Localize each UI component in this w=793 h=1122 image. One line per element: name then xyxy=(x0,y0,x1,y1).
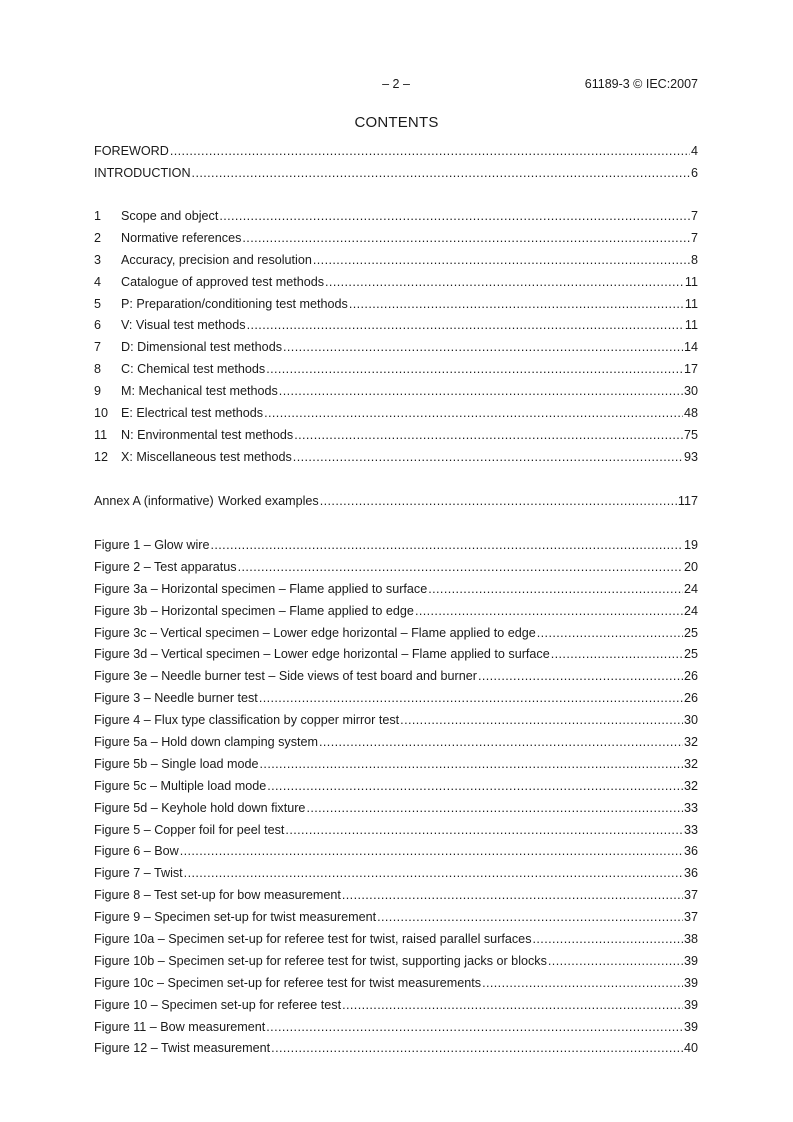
toc-entry-label: V: Visual test methods xyxy=(121,318,246,333)
leader-dots xyxy=(192,166,690,180)
toc-entry-page: 37 xyxy=(683,888,698,903)
leader-dots xyxy=(170,144,690,158)
toc-entry-page: 11 xyxy=(684,318,698,333)
leader-dots xyxy=(219,209,690,223)
toc-entry-label: N: Environmental test methods xyxy=(121,427,294,442)
toc-entry-page: 25 xyxy=(683,647,698,662)
toc-entry-label: Figure 5a – Hold down clamping system xyxy=(94,735,318,750)
clause-number: 2 xyxy=(94,230,102,245)
clause-number: 5 xyxy=(94,296,102,311)
toc-entry-figure[interactable] xyxy=(94,735,698,757)
clause-number: 4 xyxy=(94,274,102,289)
leader-dots xyxy=(342,888,683,902)
clause-number: 10 xyxy=(94,406,109,421)
toc-entry-page: 6 xyxy=(690,165,698,180)
toc-entry-page: 20 xyxy=(683,559,698,574)
leader-dots xyxy=(266,1020,683,1034)
toc-entry-page: 117 xyxy=(677,494,698,508)
toc-entry-label: Figure 4 – Flux type classification by copper mirror test xyxy=(94,713,400,728)
toc-entry-figure[interactable] xyxy=(94,604,698,626)
toc-entry-label: X: Miscellaneous test methods xyxy=(121,449,292,464)
toc-entry-label: Catalogue of approved test methods xyxy=(121,274,325,289)
toc-entry-label: Figure 3a – Horizontal specimen – Flame applied to surface xyxy=(94,581,428,596)
leader-dots xyxy=(260,757,683,771)
leader-dots xyxy=(259,691,683,705)
leader-dots xyxy=(349,297,684,311)
toc-entry-page: 38 xyxy=(683,932,698,947)
leader-dots xyxy=(400,713,683,727)
toc-entry-clause[interactable] xyxy=(94,231,698,253)
leader-dots xyxy=(294,428,683,442)
toc-entry-figure[interactable] xyxy=(94,691,698,713)
toc-entry-clause[interactable] xyxy=(94,406,698,428)
toc-entry-label: Figure 3c – Vertical specimen – Lower edge horizontal – Flame applied to edge xyxy=(94,625,536,640)
toc-entry-label: C: Chemical test methods xyxy=(121,362,266,377)
toc-entry-label: Figure 2 – Test apparatus xyxy=(94,559,237,574)
toc-entry-page: 39 xyxy=(683,1019,698,1034)
leader-dots xyxy=(478,669,683,683)
toc-entry-figure[interactable] xyxy=(94,779,698,801)
toc-entry-page: 32 xyxy=(683,778,698,793)
toc-entry-label: Figure 10a – Specimen set-up for referee test for twist, raised parallel surfaces xyxy=(94,932,532,947)
toc-entry-label: Figure 3e – Needle burner test – Side views of test board and burner xyxy=(94,669,477,684)
toc-entry-page: 30 xyxy=(683,713,698,728)
toc-entry-label: Figure 10 – Specimen set-up for referee test xyxy=(94,997,342,1012)
toc-entry-label: Figure 3b – Horizontal specimen – Flame applied to edge xyxy=(94,603,414,618)
leader-dots xyxy=(264,406,683,420)
toc-entry-figure[interactable] xyxy=(94,801,698,823)
toc-entry-label: Figure 1 – Glow wire xyxy=(94,538,210,552)
leader-dots xyxy=(537,626,683,640)
toc-entry-page: 14 xyxy=(683,340,698,355)
toc-entry-clause[interactable] xyxy=(94,275,698,297)
toc-annexes xyxy=(94,494,698,516)
toc-entry-figure[interactable] xyxy=(94,888,698,910)
clause-number: 7 xyxy=(94,340,102,355)
leader-dots xyxy=(548,954,683,968)
toc-entry-page: 4 xyxy=(690,144,698,158)
toc-entry-figure[interactable] xyxy=(94,713,698,735)
toc-entry-page: 7 xyxy=(690,230,698,245)
toc-entry-label: D: Dimensional test methods xyxy=(121,340,282,355)
toc-entry-clause[interactable] xyxy=(94,340,698,362)
toc-front-matter xyxy=(94,144,698,188)
toc-entry-label: INTRODUCTION xyxy=(94,165,191,180)
toc-entry-page: 24 xyxy=(683,581,698,596)
toc-entry-page: 7 xyxy=(690,209,698,223)
leader-dots xyxy=(428,582,683,596)
page-number: – 2 – xyxy=(382,77,410,91)
clause-number: 1 xyxy=(94,209,102,223)
leader-dots xyxy=(415,604,683,618)
toc-entry-label: Figure 10c – Specimen set-up for referee test for twist measurements xyxy=(94,975,482,990)
toc-entry-clause[interactable] xyxy=(94,384,698,406)
leader-dots xyxy=(293,450,683,464)
toc-entry-page: 26 xyxy=(683,691,698,706)
toc-entry-label: Figure 3d – Vertical specimen – Lower edge horizontal – Flame applied to surface xyxy=(94,647,550,662)
toc-figures xyxy=(94,538,698,1063)
toc-entry-figure[interactable] xyxy=(94,976,698,998)
toc-entry-page: 25 xyxy=(683,625,698,640)
toc-entry-annex-a[interactable] xyxy=(94,494,698,516)
leader-dots xyxy=(551,647,683,661)
page-header xyxy=(94,77,698,93)
toc-entry-page: 36 xyxy=(683,844,698,859)
toc-entry-label: Figure 5c – Multiple load mode xyxy=(94,778,267,793)
toc-entry-page: 39 xyxy=(683,953,698,968)
toc-entry-label: P: Preparation/conditioning test methods xyxy=(121,296,348,311)
toc-entry-page: 17 xyxy=(683,362,698,377)
toc-entry-page: 11 xyxy=(684,274,698,289)
toc-entry-clause[interactable] xyxy=(94,362,698,384)
document-reference: 61189-3 © IEC:2007 xyxy=(584,77,698,91)
toc-entry-page: 48 xyxy=(683,406,698,421)
toc-entry-figure[interactable] xyxy=(94,1041,698,1063)
leader-dots xyxy=(285,823,683,837)
toc-entry-label: Scope and object xyxy=(121,209,219,223)
toc-entry-label: Figure 3 – Needle burner test xyxy=(94,691,258,706)
toc-entry-clause[interactable] xyxy=(94,253,698,275)
toc-entry-label: Figure 9 – Specimen set-up for twist measurement xyxy=(94,910,377,925)
toc-entry-clause[interactable] xyxy=(94,297,698,319)
leader-dots xyxy=(210,538,683,552)
leader-dots xyxy=(247,318,684,332)
toc-entry-figure[interactable] xyxy=(94,669,698,691)
toc-entry-figure[interactable] xyxy=(94,582,698,604)
toc-entry-figure[interactable] xyxy=(94,844,698,866)
clause-number: 9 xyxy=(94,384,102,399)
clause-number: 12 xyxy=(94,449,109,464)
toc-entry-label: Figure 5d – Keyhole hold down fixture xyxy=(94,800,306,815)
leader-dots xyxy=(533,932,683,946)
leader-dots xyxy=(320,494,677,508)
toc-entry-page: 19 xyxy=(683,538,698,552)
leader-dots xyxy=(283,340,683,354)
toc-entry-figure[interactable] xyxy=(94,954,698,976)
toc-entry-figure[interactable] xyxy=(94,1020,698,1042)
toc-entry-label: Figure 10b – Specimen set-up for referee test for twist, supporting jacks or blocks xyxy=(94,953,547,968)
clause-number: 11 xyxy=(94,427,108,442)
toc-entry-label: FOREWORD xyxy=(94,144,169,158)
leader-dots xyxy=(279,384,683,398)
clause-number: 8 xyxy=(94,362,102,377)
toc-entry-figure[interactable] xyxy=(94,932,698,954)
leader-dots xyxy=(180,844,683,858)
leader-dots xyxy=(325,275,684,289)
toc-entry-page: 30 xyxy=(683,384,698,399)
leader-dots xyxy=(482,976,683,990)
toc-entry-clause[interactable] xyxy=(94,318,698,340)
leader-dots xyxy=(242,231,690,245)
toc-entry-page: 40 xyxy=(683,1041,698,1056)
toc-entry-page: 8 xyxy=(690,252,698,267)
toc-entry-introduction[interactable] xyxy=(94,166,698,188)
leader-dots xyxy=(306,801,683,815)
toc-entry-clause[interactable] xyxy=(94,209,698,231)
leader-dots xyxy=(342,998,683,1012)
toc-entry-foreword[interactable] xyxy=(94,144,698,166)
leader-dots xyxy=(377,910,683,924)
toc-entry-page: 75 xyxy=(683,427,698,442)
toc-entry-page: 32 xyxy=(683,735,698,750)
toc-entry-figure[interactable] xyxy=(94,538,698,560)
toc-entry-label: Normative references xyxy=(121,230,242,245)
toc-entry-label: Figure 7 – Twist xyxy=(94,866,183,881)
toc-entry-page: 32 xyxy=(683,756,698,771)
toc-entry-figure[interactable] xyxy=(94,998,698,1020)
annex-title: Worked examples xyxy=(218,494,319,508)
toc-entry-figure[interactable] xyxy=(94,560,698,582)
leader-dots xyxy=(267,779,683,793)
toc-entry-figure[interactable] xyxy=(94,866,698,888)
clause-number: 3 xyxy=(94,252,102,267)
toc-entry-page: 11 xyxy=(684,296,698,311)
leader-dots xyxy=(313,253,690,267)
toc-entry-clause[interactable] xyxy=(94,428,698,450)
toc-entry-label: Figure 5 – Copper foil for peel test xyxy=(94,822,285,837)
toc-entry-figure[interactable] xyxy=(94,647,698,669)
toc-entry-label: Figure 11 – Bow measurement xyxy=(94,1019,266,1034)
toc-entry-label: Figure 6 – Bow xyxy=(94,844,179,859)
toc-entry-page: 39 xyxy=(683,997,698,1012)
annex-label: Annex A (informative) xyxy=(94,494,214,508)
toc-entry-figure[interactable] xyxy=(94,626,698,648)
page-title: CONTENTS xyxy=(354,114,439,131)
leader-dots xyxy=(266,362,683,376)
toc-entry-page: 93 xyxy=(683,449,698,464)
toc-entry-clause[interactable] xyxy=(94,450,698,472)
toc-entry-page: 37 xyxy=(683,910,698,925)
toc-entry-page: 24 xyxy=(683,603,698,618)
toc-entry-page: 26 xyxy=(683,669,698,684)
toc-entry-page: 39 xyxy=(683,975,698,990)
leader-dots xyxy=(319,735,683,749)
leader-dots xyxy=(271,1041,683,1055)
toc-clauses xyxy=(94,209,698,472)
toc-entry-label: M: Mechanical test methods xyxy=(121,384,278,399)
toc-entry-label: Accuracy, precision and resolution xyxy=(121,252,312,267)
toc-entry-figure[interactable] xyxy=(94,910,698,932)
clause-number: 6 xyxy=(94,318,102,333)
leader-dots xyxy=(184,866,683,880)
toc-entry-label: Figure 12 – Twist measurement xyxy=(94,1041,271,1056)
toc-entry-label: Figure 5b – Single load mode xyxy=(94,756,259,771)
toc-entry-label: E: Electrical test methods xyxy=(121,406,264,421)
toc-entry-page: 36 xyxy=(683,866,698,881)
toc-entry-page: 33 xyxy=(683,822,698,837)
leader-dots xyxy=(238,560,683,574)
toc-entry-page: 33 xyxy=(683,800,698,815)
toc-entry-figure[interactable] xyxy=(94,823,698,845)
toc-entry-label: Figure 8 – Test set-up for bow measurement xyxy=(94,888,341,903)
toc-entry-figure[interactable] xyxy=(94,757,698,779)
